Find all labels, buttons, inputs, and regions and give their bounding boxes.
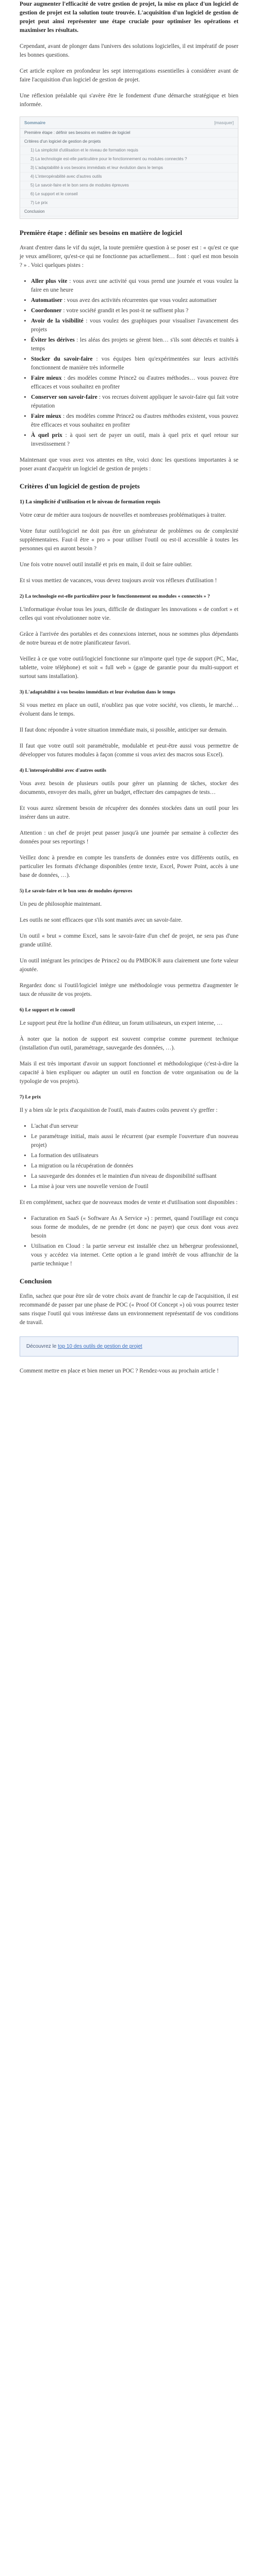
list-item-keyword: Éviter les dérives (31, 337, 75, 343)
costs-list (20, 1122, 238, 1191)
paragraph: À noter que la notion de support est souvent comprise comme purement technique (installation d'un outil, paramétrage, sauvegarde des données, …). (20, 1036, 238, 1051)
paragraph: Et en complément, sachez que de nouveaux modes de vente et d'utilisation sont disponibles : (20, 1199, 238, 1206)
list-item (31, 374, 238, 392)
paragraph: Il y a bien sûr le prix d'acquisition de l'outil, mais d'autres coûts peuvent s'y greffer : (20, 1107, 218, 1113)
paragraph: Enfin, sachez que pour être sûr de votre choix avant de franchir le cap de l'acquisition, il est recommandé de passer par une phase de POC (« Proof Of Concept ») où vous pourrez tester sans risque l'outil qui vous intéresse dans un environnement représentatif de vos conditions de travail. (20, 1293, 238, 1326)
criterion-heading: 1) La simplicité d'utilisation et le niveau de formation requis (20, 499, 160, 505)
list-item-text: : des modèles comme Prince2 ou d'autres méthodes existent, vous pouvez être efficaces et vous souhaitez en profiter (31, 413, 238, 428)
paragraph: Votre futur outil/logiciel ne doit pas être un générateur de problèmes ou de complexité supplémentaires. Faut-il être « pro » pour utiliser l'outil ou est-il accessible à toutes les personnes qui en auront besoin ? (20, 528, 238, 552)
list-item-keyword: À quel prix (31, 432, 62, 438)
sales-modes-list (20, 1214, 238, 1268)
toc-item[interactable]: 2) La technologie est-elle particulière pour le fonctionnement ou modules connectés ? (20, 155, 238, 164)
criterion-heading: 6) Le support et le conseil (20, 1007, 75, 1013)
list-item-text: : à quoi sert de payer un outil, mais à quel prix et quel retour sur investissement ? (31, 432, 238, 447)
intro-paragraph: Cependant, avant de plonger dans l'univers des solutions logicielles, il est impératif de poser les bonnes questions. (20, 43, 238, 58)
toc-header (20, 117, 238, 129)
toc-toggle-button[interactable]: [masquer] (214, 120, 234, 125)
paragraph: Vous avez besoin de plusieurs outils pour gérer un planning de tâches, stocker des documents, envoyer des mails, gérer un budget, effectuer des campagnes de tests… (20, 781, 238, 795)
list-item: • La sauvegarde des données et le maintien d'un niveau de disponibilité suffisant (31, 1172, 238, 1181)
list-item: • Le paramétrage initial, mais aussi le récurrent (par exemple l'ouverture d'un nouveau projet) (31, 1132, 238, 1150)
list-item: • L'achat d'un serveur (31, 1122, 238, 1131)
toc-item[interactable]: Première étape : définir ses besoins en matière de logiciel (20, 129, 238, 138)
toc-item[interactable]: 5) Le savoir-faire et le bon sens de modules épreuves (20, 181, 238, 190)
list-item-keyword: Faire mieux (31, 413, 61, 419)
criterion-heading: 2) La technologie est-elle particulière pour le fonctionnement ou modules « connectés » ? (20, 594, 210, 599)
paragraph: Veillez à ce que votre outil/logiciel fonctionne sur n'importe quel type de support (PC, Mac, tablette, voire téléphone) et soit « full web » (gage de garantie pour du multi-support et surtout sans installation). (20, 656, 238, 680)
list-item-keyword: Avoir de la visibilité (31, 318, 84, 324)
criterion-heading: 3) L'adaptabilité à vos besoins immédiats et leur évolution dans le temps (20, 689, 175, 695)
paragraph: Grâce à l'arrivée des portables et des connexions internet, nous ne sommes plus dépendants de notre bureau et de notre planificateur favori. (20, 631, 238, 646)
list-item-keyword: Aller plus vite (31, 278, 68, 284)
paragraph: Regardez donc si l'outil/logiciel intègre une méthodologie vous permettra d'augmenter le taux de réussite de vos projets. (20, 982, 238, 997)
list-item (31, 355, 238, 372)
intro-lead: Pour augmenter l'efficacité de votre gestion de projet, la mise en place d'un logiciel de gestion de projet est la solution toute trouvée. L'acquisition d'un logiciel de gestion de projet peut ainsi représenter une étape cruciale pour optimiser les opérations et maximiser les résultats. (20, 1, 238, 33)
list-item (31, 431, 238, 449)
list-item (31, 393, 238, 411)
paragraph: Les outils ne sont efficaces que s'ils sont maniés avec un savoir-faire. (20, 917, 183, 923)
toc-item[interactable]: 6) Le support et le conseil (20, 190, 238, 199)
list-item-text: : vous voulez des graphiques pour visualiser l'avancement des projets (31, 318, 238, 333)
list-item-text: : les aléas des projets se gèrent bien… s'ils sont détectés et traités à temps (31, 337, 238, 352)
toc-item[interactable]: 7) Le prix (20, 199, 238, 208)
paragraph: Un peu de philosophie maintenant. (20, 901, 102, 907)
paragraph: Si vous mettez en place un outil, n'oubliez pas que votre société, vos clients, le marché… évoluent dans le temps. (20, 702, 238, 717)
paragraph: Maintenant que vous avez vos attentes en tête, voici donc les questions importantes à se poser avant d'acquérir un logiciel de gestion de projets : (20, 457, 238, 472)
list-item (31, 307, 238, 315)
list-item (31, 296, 238, 305)
related-article-link[interactable]: top 10 des outils de gestion de projet (58, 1344, 142, 1349)
list-item-text: : votre société grandit et les post-it ne suffisent plus ? (61, 308, 189, 314)
paragraph: Il faut donc répondre à votre situation immédiate mais, si possible, anticiper sur demain. (20, 727, 228, 733)
toc-item[interactable]: Conclusion (20, 208, 238, 216)
list-item: • La migration ou la récupération de données (31, 1162, 238, 1171)
section-heading: Critères d'un logiciel de gestion de projets (20, 482, 140, 490)
paragraph: Une fois votre nouvel outil installé et pris en main, il doit se faire oublier. (20, 562, 192, 568)
toc-item[interactable]: 1) La simplicité d'utilisation et le niveau de formation requis (20, 146, 238, 155)
list-item (31, 277, 238, 295)
list-item-text: : des modèles comme Prince2 ou d'autres méthodes… vous pouvez être efficaces et vous souhaitez en profiter (31, 375, 238, 390)
toc-item[interactable]: Critères d'un logiciel de gestion de projets (20, 138, 238, 146)
list-item (31, 336, 238, 353)
list-item (31, 317, 238, 334)
needs-list (20, 277, 238, 449)
paragraph: Comment mettre en place et bien mener un POC ? Rendez-vous au prochain article ! (20, 1368, 219, 1374)
list-item: • La formation des utilisateurs (31, 1151, 238, 1160)
section-heading: Conclusion (20, 1277, 52, 1285)
list-item-keyword: Conserver son savoir-faire (31, 394, 98, 400)
list-item-keyword: Automatiser (31, 297, 62, 303)
paragraph: Et vous aurez sûrement besoin de récupérer des données stockées dans un outil pour les insérer dans un autre. (20, 805, 238, 820)
paragraph: Attention : un chef de projet peut passer jusqu'à une journée par semaine à collecter des données pour ses reportings ! (20, 830, 238, 845)
note-prefix: Découvrez le (26, 1344, 57, 1349)
list-item-text: : vos recrues doivent appliquer le savoir-faire qui fait votre réputation (31, 394, 238, 409)
toc-title: Sommaire (24, 120, 46, 125)
list-item-keyword: Coordonner (31, 308, 62, 314)
criterion-heading: 7) Le prix (20, 1094, 41, 1100)
toc-item[interactable]: 3) L'adaptabilité à vos besoins immédiats et leur évolution dans le temps (20, 164, 238, 173)
paragraph: Veillez donc à prendre en compte les transferts de données entre vos différents outils, en particulier les formats d'échange disponibles (entre texte, Excel, Power Point, accès à une base de données, …). (20, 855, 238, 878)
intro-paragraph: Une réflexion préalable qui s'avère être le fondement d'une démarche stratégique et bien informée. (20, 93, 238, 108)
list-item-text: : vous avez une activité qui vous prend une journée et vous voulez la faire en une heure (31, 278, 238, 293)
paragraph: Un outil intégrant les principes de Prince2 ou du PMBOK® aura clairement une forte valeur ajoutée. (20, 958, 238, 973)
paragraph: Avant d'entrer dans le vif du sujet, la toute première question à se poser est : « qu'est ce que je veux améliorer, qu'est-ce qui ne fonctionne pas actuellement… font : quel est mon besoin ? » . Voici quelques pistes : (20, 245, 238, 268)
paragraph: Votre cœur de métier aura toujours de nouvelles et nombreuses problématiques à traiter. (20, 512, 226, 518)
paragraph: Un outil « brut » comme Excel, sans le savoir-faire d'un chef de projet, ne sera pas d'une grande utilité. (20, 933, 238, 948)
list-item: • Facturation en SaaS (« Software As A Service ») : permet, quand l'outillage est conçu sous forme de modules, de ne prendre (et donc ne payer) que ceux dont vous avez besoin (31, 1214, 238, 1241)
list-item-keyword: Stocker du savoir-faire (31, 356, 93, 362)
paragraph: Mais il est très important d'avoir un support fonctionnel et méthodologique (c'est-à-dire la capacité à bien expliquer ou adapter un outil en fonction de votre organisation ou de la typologie de vos projets). (20, 1061, 238, 1084)
paragraph: Il faut que votre outil soit paramétrable, modulable et peut-être aussi vous permettre de développer vos futures modules à façon (comme si vous aviez des macros sous Excel). (20, 743, 238, 758)
section-heading: Première étape : définir ses besoins en matière de logiciel (20, 229, 182, 236)
paragraph: Et si vous mettiez de vacances, vous devez toujours avoir vos réflexes d'utilisation ! (20, 578, 217, 584)
toc-list (20, 129, 238, 216)
intro-paragraph: Cet article explore en profondeur les sept interrogations essentielles à considérer avant de faire l'acquisition d'un logiciel de gestion de projet. (20, 68, 238, 83)
paragraph: Le support peut être la hotline d'un éditeur, un forum utilisateurs, un expert interne, … (20, 1020, 223, 1026)
criterion-heading: 4) L'interopérabilité avec d'autres outils (20, 768, 106, 773)
list-item: • Utilisation en Cloud : la partie serveur est installée chez un hébergeur professionnel, vous y accédez via internet. Cette option a le grand intérêt de vous affranchir de la partie technique ! (31, 1242, 238, 1268)
toc-item[interactable]: 4) L'interopérabilité avec d'autres outils (20, 173, 238, 181)
related-article-note (20, 1336, 238, 1357)
article (20, 0, 238, 1376)
criterion-heading: 5) Le savoir-faire et le bon sens de modules épreuves (20, 888, 133, 894)
list-item-text: : vos équipes bien qu'expérimentées sur leurs activités fonctionnent de manière très informelle (31, 356, 238, 371)
table-of-contents (20, 116, 238, 219)
paragraph: L'informatique évolue tous les jours, difficile de distinguer les innovations « de confort » et celles qui vont révolutionner notre vie. (20, 606, 238, 621)
list-item-text: : vous avez des activités récurrentes que vous voulez automatiser (62, 297, 217, 303)
list-item: • La mise à jour vers une nouvelle version de l'outil (31, 1182, 238, 1191)
list-item (31, 412, 238, 430)
list-item-keyword: Faire mieux (31, 375, 62, 381)
